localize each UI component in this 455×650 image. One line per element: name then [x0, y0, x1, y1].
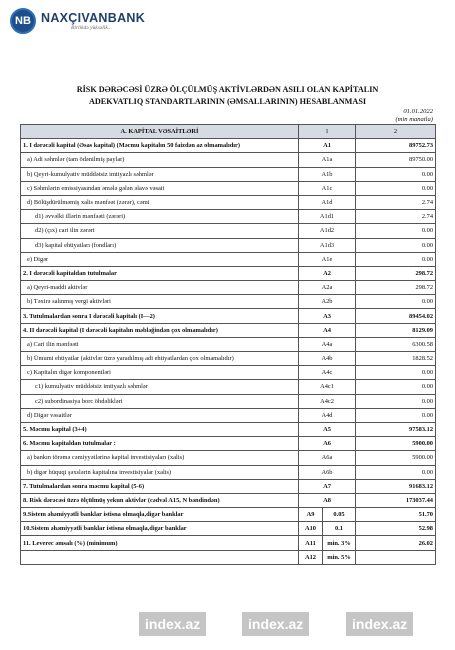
row-code: A2 — [299, 266, 356, 280]
ratio-code: A10 — [299, 522, 323, 536]
table-row — [21, 352, 436, 366]
currency-unit: (min manatla) — [395, 116, 433, 123]
row-code: A4a — [299, 337, 356, 351]
document-title — [0, 84, 455, 108]
ratio-code: A11 — [299, 536, 323, 550]
row-label: b) Qeyri-kumulyativ müddətsiz imtiyazlı səhmlər — [21, 167, 299, 181]
table-section-header-row — [21, 125, 436, 139]
row-value: 0.00 — [356, 224, 436, 238]
row-value: 1828.52 — [356, 352, 436, 366]
row-code: A1e — [299, 252, 356, 266]
table-row — [21, 451, 436, 465]
table-row — [21, 337, 436, 351]
row-code: A2b — [299, 295, 356, 309]
table-row — [21, 323, 436, 337]
row-value: 8129.09 — [356, 323, 436, 337]
ratio-label: 10.Sistem əhəmiyyətli banklar istisna olmaqla,digər banklar — [21, 522, 299, 536]
row-label: d2) (çıx) cari ilin zərəri — [21, 224, 299, 238]
bank-slogan: Birlikdə yüksəlik... — [71, 25, 112, 31]
ratio-label: 9.Sistem əhəmiyyətli banklar istisna olmaqla,digər banklar — [21, 508, 299, 522]
table-row — [21, 437, 436, 451]
row-value: 2.74 — [356, 210, 436, 224]
ratio-row — [21, 522, 436, 536]
row-value: 6300.58 — [356, 337, 436, 351]
row-label: b) digər hüquqi şəxslərin kapitalına investisiyalar (xalis) — [21, 465, 299, 479]
row-label: 5. Məcmu kapital (3+4) — [21, 422, 299, 436]
watermark-3: index.az — [346, 612, 413, 636]
row-value: 0.00 — [356, 465, 436, 479]
ratio-row — [21, 508, 436, 522]
table-row — [21, 422, 436, 436]
report-date: 01.01.2022 — [403, 108, 433, 115]
row-code: A6a — [299, 451, 356, 465]
row-code: A1d3 — [299, 238, 356, 252]
row-label: a) Cari ilin mənfəəti — [21, 337, 299, 351]
table-row — [21, 493, 436, 507]
watermark-1: index.az — [139, 612, 206, 636]
row-label: a) Qeyri-maddi aktivlər — [21, 281, 299, 295]
row-value: 5900.00 — [356, 451, 436, 465]
row-code: A4d — [299, 408, 356, 422]
ratio-code: A12 — [299, 550, 323, 564]
row-value: 0.00 — [356, 252, 436, 266]
row-label: c) Kapitalın digər komponentləri — [21, 366, 299, 380]
row-value: 97583.12 — [356, 422, 436, 436]
row-code: A8 — [299, 493, 356, 507]
row-value: 0.00 — [356, 181, 436, 195]
row-label: c1) kumulyativ müddətsiz imtiyazlı səhmlər — [21, 380, 299, 394]
row-value: 0.00 — [356, 167, 436, 181]
row-label: d1) əvvəlki illərin mənfəəti (zərəri) — [21, 210, 299, 224]
row-value: 5900.00 — [356, 437, 436, 451]
table-row — [21, 281, 436, 295]
ratio-minimum: 0.1 — [323, 522, 356, 536]
row-value: 0.00 — [356, 394, 436, 408]
row-code: A5 — [299, 422, 356, 436]
bank-logo-mark: NB — [10, 8, 36, 34]
ratio-minimum: min. 3% — [323, 536, 356, 550]
row-code: A1c — [299, 181, 356, 195]
row-label: d3) kapital ehtiyatları (fondları) — [21, 238, 299, 252]
table-row — [21, 181, 436, 195]
row-code: A4 — [299, 323, 356, 337]
watermark-2: index.az — [242, 612, 309, 636]
table-row — [21, 224, 436, 238]
row-code: A1d1 — [299, 210, 356, 224]
row-label: 2. I dərəcəli kapitaldan tutulmalar — [21, 266, 299, 280]
table-row — [21, 195, 436, 209]
row-code: A7 — [299, 479, 356, 493]
table-row — [21, 408, 436, 422]
row-code: A1d — [299, 195, 356, 209]
row-label: 8. Risk dərəcəsi üzrə ölçülmüş yekun aktivlər (cədvəl A15, N bəndindən) — [21, 493, 299, 507]
column-number-2: 2 — [356, 125, 436, 139]
table-row — [21, 465, 436, 479]
title-line-2: ADEKVATLIQ STANDARTLARININ (ƏMSALLARININ) HESABLANMASI — [88, 97, 367, 106]
row-code: A4c — [299, 366, 356, 380]
table-row — [21, 167, 436, 181]
row-label: 7. Tutulmalardan sonra məcmu kapital (5-6) — [21, 479, 299, 493]
row-code: A4b — [299, 352, 356, 366]
row-label: a) Adi səhmlər (tam ödənilmiş paylar) — [21, 153, 299, 167]
table-row — [21, 238, 436, 252]
row-value: 0.00 — [356, 408, 436, 422]
row-label: e) Digər — [21, 252, 299, 266]
section-header: A. KAPİTAL VƏSAİTLƏRİ — [21, 125, 299, 139]
table-row — [21, 153, 436, 167]
table-row — [21, 366, 436, 380]
table-row — [21, 309, 436, 323]
row-label: d) Digər vəsaitlər — [21, 408, 299, 422]
table-row — [21, 295, 436, 309]
table-row — [21, 210, 436, 224]
table-row — [21, 394, 436, 408]
row-label: b) Təxirə salınmış vergi aktivləri — [21, 295, 299, 309]
ratio-value: 51.70 — [356, 508, 436, 522]
bank-name: NAXÇIVANBANK — [41, 11, 146, 25]
row-code: A6 — [299, 437, 356, 451]
row-label: 4. II dərəcəli kapital (I dərəcəli kapitalın məbləğindən çox olmamalıdır) — [21, 323, 299, 337]
row-value: 298.72 — [356, 266, 436, 280]
row-label: b) Ümumi ehtiyatlar (aktivlər üzrə yaradılmış adi ehtiyatlardan çox olmamalıdır) — [21, 352, 299, 366]
row-code: A4c2 — [299, 394, 356, 408]
row-value: 298.72 — [356, 281, 436, 295]
ratio-row — [21, 550, 436, 564]
row-value: 89750.00 — [356, 153, 436, 167]
ratio-value — [356, 550, 436, 564]
row-value: 89454.02 — [356, 309, 436, 323]
ratio-minimum: 0.05 — [323, 508, 356, 522]
row-label: a) bankın törəmə cəmiyyətlərinə kapital investisiyaları (xalis) — [21, 451, 299, 465]
ratio-row — [21, 536, 436, 550]
row-code: A2a — [299, 281, 356, 295]
row-label: 3. Tutulmalardan sonra I dərəcəli kapitalı (I—2) — [21, 309, 299, 323]
row-value: 91683.12 — [356, 479, 436, 493]
table-row — [21, 252, 436, 266]
row-value: 89752.73 — [356, 139, 436, 153]
row-code: A1b — [299, 167, 356, 181]
ratio-label — [21, 550, 299, 564]
bank-logo — [10, 8, 145, 34]
table-row — [21, 380, 436, 394]
title-line-1: RİSK DƏRƏCƏSİ ÜZRƏ ÖLÇÜLMÜŞ AKTİVLƏRDƏN ASILI OLAN KAPİTALIN — [76, 85, 379, 94]
row-code: A1a — [299, 153, 356, 167]
row-label: c2) subordinasiya borc öhdəlikləri — [21, 394, 299, 408]
table-row — [21, 266, 436, 280]
row-value: 0.00 — [356, 366, 436, 380]
ratio-code: A9 — [299, 508, 323, 522]
row-code: A1 — [299, 139, 356, 153]
row-label: c) Səhmlərin emissiyasından əmələ gələn əlavə vəsait — [21, 181, 299, 195]
row-label: 1. I dərəcəli kapital (Əsas kapital) (Məcmu kapitalın 50 faizdən az olmamalıdır) — [21, 139, 299, 153]
report-date-block — [395, 108, 433, 124]
column-number-1: 1 — [299, 125, 356, 139]
row-code: A4c1 — [299, 380, 356, 394]
row-code: A1d2 — [299, 224, 356, 238]
row-value: 2.74 — [356, 195, 436, 209]
row-code: A6b — [299, 465, 356, 479]
ratio-value: 26.02 — [356, 536, 436, 550]
row-value: 0.00 — [356, 380, 436, 394]
row-code: A3 — [299, 309, 356, 323]
row-value: 0.00 — [356, 295, 436, 309]
capital-adequacy-table — [20, 124, 436, 565]
row-value: 0.00 — [356, 238, 436, 252]
ratio-label: 11. Leverec əmsalı (%) (minimum) — [21, 536, 299, 550]
table-row — [21, 479, 436, 493]
row-label: 6. Məcmu kapitaldan tutulmalar : — [21, 437, 299, 451]
ratio-value: 52.98 — [356, 522, 436, 536]
row-label: d) Bölüşdürülməmiş xalis mənfəət (zərər), cəmi — [21, 195, 299, 209]
row-value: 173037.44 — [356, 493, 436, 507]
ratio-minimum: min. 5% — [323, 550, 356, 564]
table-row — [21, 139, 436, 153]
